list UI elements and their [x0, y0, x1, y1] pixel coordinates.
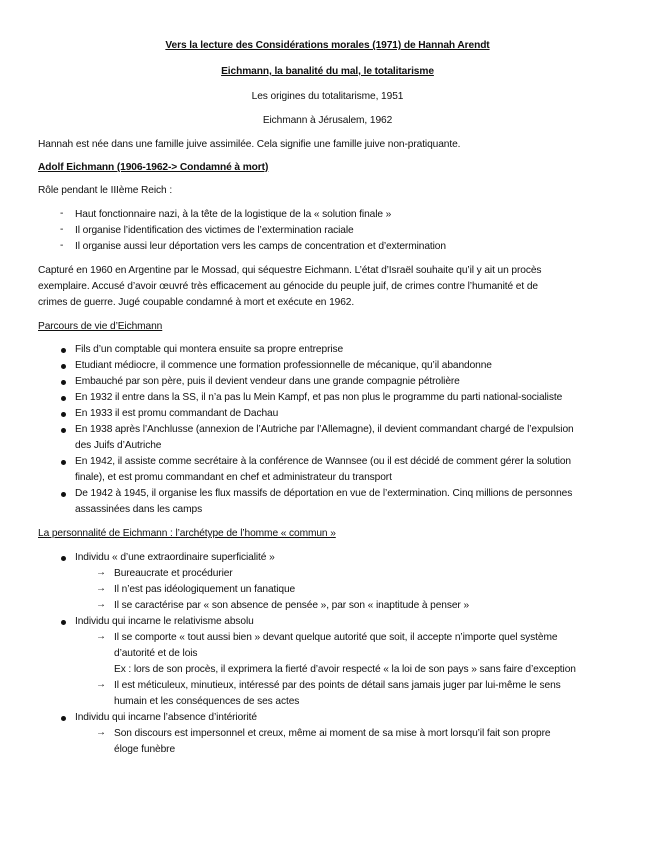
sub-item-text: Son discours est impersonnel et creux, même ai moment de sa mise à mort lorsqu’il fait son propre	[114, 728, 551, 739]
group-label: Individu qui incarne le relativisme absolu	[75, 616, 254, 627]
book-reference-1: Les origines du totalitarisme, 1951	[251, 91, 404, 102]
group-label: Individu qui incarne l’absence d’intériorité	[75, 712, 257, 723]
intro-paragraph: Hannah est née dans une famille juive assimilée. Cela signifie une famille juive non-pratiquante.	[38, 139, 461, 150]
dash-marker: -	[60, 240, 64, 251]
list-item-text: En 1933 il est promu commandant de Dachau	[75, 408, 279, 419]
sub-item-text: Il se comporte « tout aussi bien » devant quelque autorité que soit, il accepte n’importe quel système	[114, 632, 558, 643]
dash-marker: -	[60, 224, 64, 235]
section-heading-eichmann: Adolf Eichmann (1906-1962-> Condamné à mort)	[38, 162, 269, 173]
list-item-text: En 1942, il assiste comme secrétaire à la conférence de Wannsee (ou il est décidé de comment gérer la solution	[75, 456, 571, 467]
bullet-icon	[61, 380, 66, 385]
list-item-text: assassinées dans les camps	[75, 504, 203, 515]
role-item-text: Il organise l’identification des victimes de l’extermination raciale	[75, 225, 354, 236]
list-item-text: Etudiant médiocre, il commence une formation professionnelle de mécanique, qu’il abandonne	[75, 360, 492, 371]
list-item-text: En 1932 il entre dans la SS, il n’a pas lu Mein Kampf, et pas non plus le programme du parti national-socialiste	[75, 392, 563, 403]
book-reference-2: Eichmann à Jérusalem, 1962	[262, 115, 393, 126]
list-item-text: De 1942 à 1945, il organise les flux massifs de déportation en vue de l’extermination. Cinq millions de personnes	[75, 488, 573, 499]
document-subtitle: Eichmann, la banalité du mal, le totalitarisme	[221, 66, 434, 77]
list-item-text: Embauché par son père, puis il devient vendeur dans une grande compagnie pétrolière	[75, 376, 460, 387]
bullet-icon	[61, 428, 66, 433]
arrow-icon: →	[96, 631, 106, 642]
sub-item-text: Il est méticuleux, minutieux, intéressé par des points de détail sans jamais juger par lui-même le sens	[114, 680, 561, 691]
section-heading-parcours: Parcours de vie d’Eichmann	[38, 321, 163, 332]
sub-item-text: Il se caractérise par « son absence de pensée », par son « inaptitude à penser »	[114, 600, 470, 611]
list-item-text: En 1938 après l’Anchlusse (annexion de l’Autriche par l’Allemagne), il devient commandant chargé de l’expulsion	[75, 424, 574, 435]
section-heading-personnalite: La personnalité de Eichmann : l’archétype de l’homme « commun »	[38, 528, 336, 539]
sub-item-text: humain et les conséquences de ses actes	[114, 696, 300, 707]
list-item-text: Fils d’un comptable qui montera ensuite sa propre entreprise	[75, 344, 344, 355]
role-item-text: Haut fonctionnaire nazi, à la tête de la logistique de la « solution finale »	[75, 209, 392, 220]
document-title: Vers la lecture des Considérations morales (1971) de Hannah Arendt	[165, 40, 490, 51]
role-item-text: Il organise aussi leur déportation vers les camps de concentration et d’extermination	[75, 241, 446, 252]
sub-item-text: Ex : lors de son procès, il exprimera la fierté d’avoir respecté « la loi de son pays » sans faire d’exception	[114, 664, 576, 675]
sub-item-text: Bureaucrate et procédurier	[114, 568, 233, 579]
role-label: Rôle pendant le IIIème Reich :	[38, 185, 173, 196]
bullet-icon	[61, 716, 66, 721]
arrow-icon: →	[96, 679, 106, 690]
bullet-icon	[61, 460, 66, 465]
paragraph-line: exemplaire. Accusé d’avoir œuvré très efficacement au génocide du peuple juif, de crimes contre l’humanité et de	[38, 281, 538, 292]
arrow-icon: →	[96, 583, 106, 594]
bullet-icon	[61, 396, 66, 401]
group-label: Individu « d’une extraordinaire superficialité »	[75, 552, 275, 563]
arrow-icon: →	[96, 567, 106, 578]
list-item-text: finale), et est promu commandant en chef et administrateur du transport	[75, 472, 392, 483]
sub-item-text: éloge funèbre	[114, 744, 176, 755]
dash-marker: -	[60, 208, 64, 219]
sub-item-text: d’autorité et de lois	[114, 648, 198, 659]
bullet-icon	[61, 556, 66, 561]
bullet-icon	[61, 492, 66, 497]
paragraph-line: Capturé en 1960 en Argentine par le Mossad, qui séquestre Eichmann. L’état d’Israël souhaite qu’il y ait un procès	[38, 265, 542, 276]
paragraph-line: crimes de guerre. Jugé coupable condamné à mort et exécute en 1962.	[38, 297, 355, 308]
bullet-icon	[61, 348, 66, 353]
bullet-icon	[61, 620, 66, 625]
bullet-icon	[61, 364, 66, 369]
arrow-icon: →	[96, 599, 106, 610]
list-item-text: des Juifs d’Autriche	[75, 440, 162, 451]
arrow-icon: →	[96, 727, 106, 738]
bullet-icon	[61, 412, 66, 417]
sub-item-text: Il n’est pas idéologiquement un fanatique	[114, 584, 296, 595]
